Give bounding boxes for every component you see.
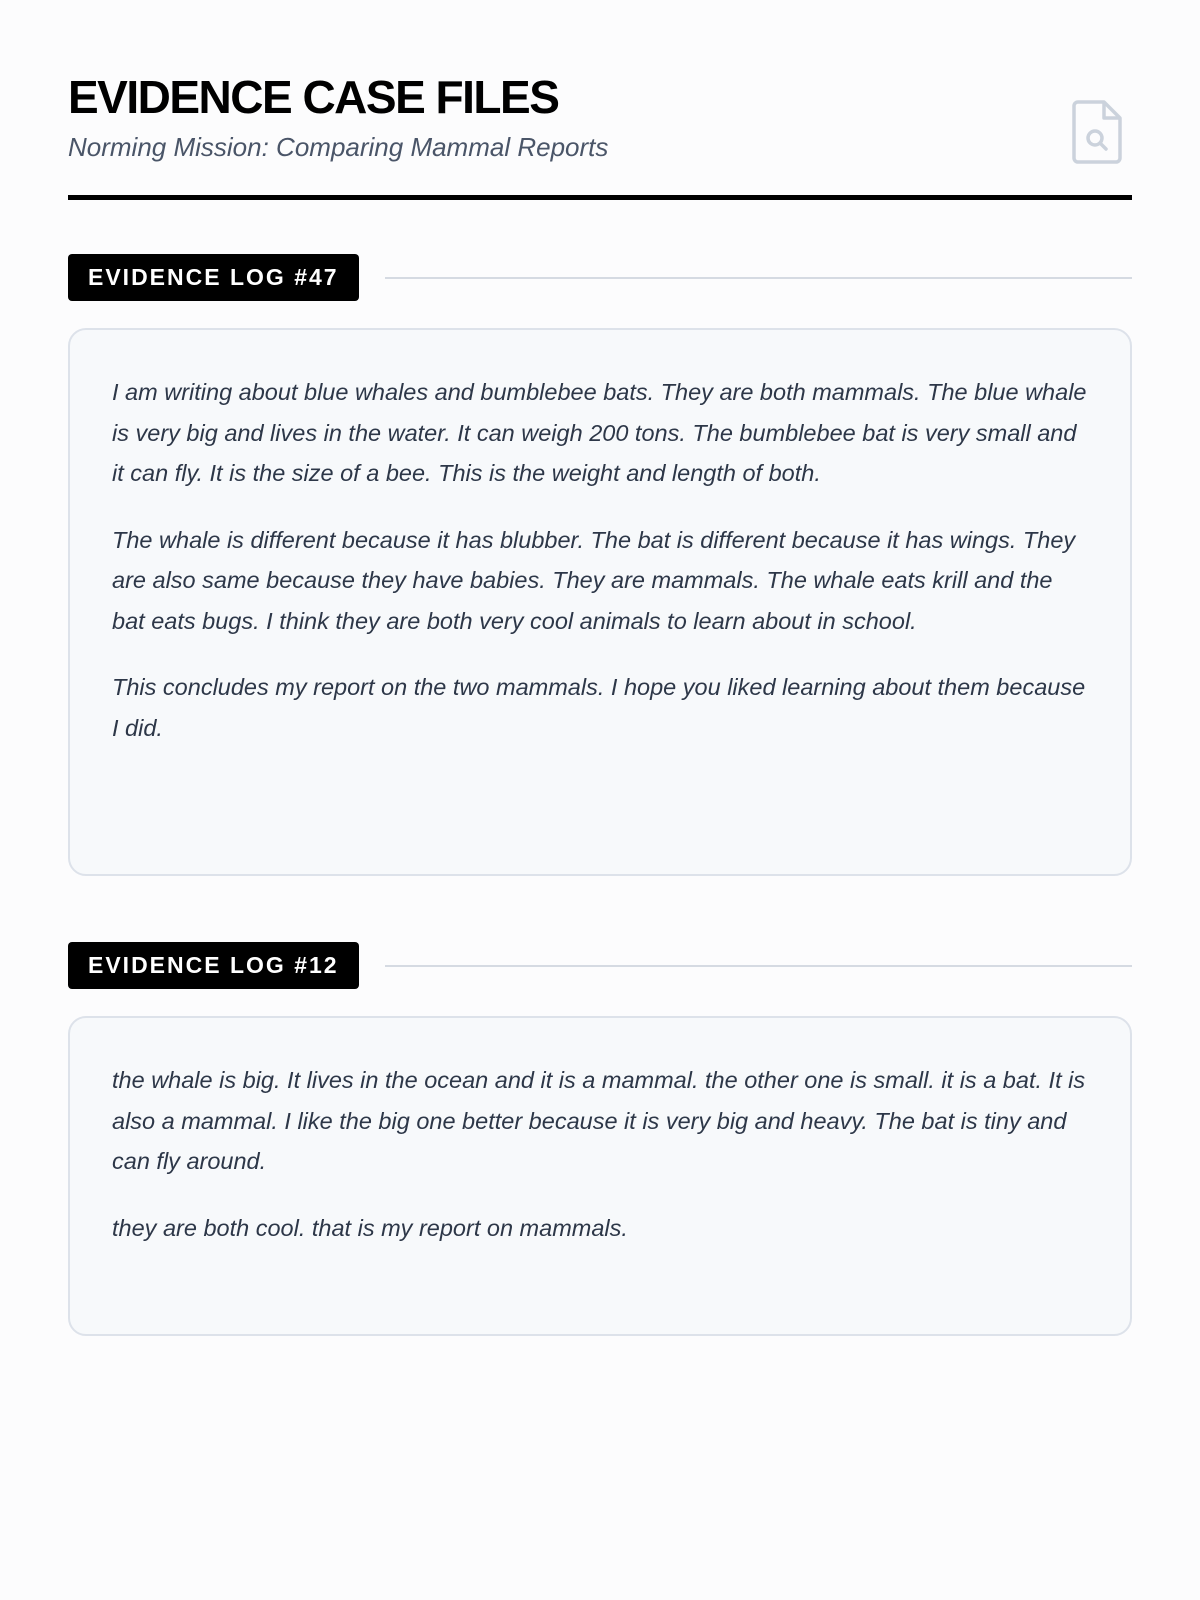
evidence-card xyxy=(68,1016,1132,1336)
document-search-icon xyxy=(1072,100,1124,164)
evidence-log-tag: EVIDENCE LOG #12 xyxy=(68,942,359,989)
evidence-paragraph: the whale is big. It lives in the ocean and it is a mammal. the other one is small. it is a bat. It is also a mammal. I like the big one better because it is very big and heavy. The bat is tiny and can fly around. xyxy=(112,1067,1086,1174)
evidence-log-tag: EVIDENCE LOG #47 xyxy=(68,254,359,301)
divider xyxy=(385,277,1132,279)
evidence-paragraph: The whale is different because it has blubber. The bat is different because it has wings. They are also same because they have babies. They are mammals. The whale eats krill and the bat eats bugs. I think they are both very cool animals to learn about in school. xyxy=(112,526,1076,634)
evidence-paragraph: This concludes my report on the two mammals. I hope you liked learning about them because I did. xyxy=(112,674,1086,741)
page-subtitle: Norming Mission: Comparing Mammal Reports xyxy=(68,132,609,162)
evidence-log-header xyxy=(68,942,1132,989)
evidence-paragraph: I am writing about blue whales and bumblebee bats. They are both mammals. The blue whale is very big and lives in the water. It can weigh 200 tons. The bumblebee bat is very small and it can fly. It is the size of a bee. This is the weight and length of both. xyxy=(112,379,1087,486)
page-title: EVIDENCE CASE FILES xyxy=(68,71,559,123)
evidence-log-header xyxy=(68,254,1132,301)
evidence-log-12 xyxy=(68,942,1132,1336)
evidence-log-47 xyxy=(68,254,1132,876)
divider xyxy=(385,965,1132,967)
evidence-card xyxy=(68,328,1132,876)
evidence-paragraph: they are both cool. that is my report on mammals. xyxy=(112,1214,628,1241)
page-header xyxy=(68,70,1132,200)
